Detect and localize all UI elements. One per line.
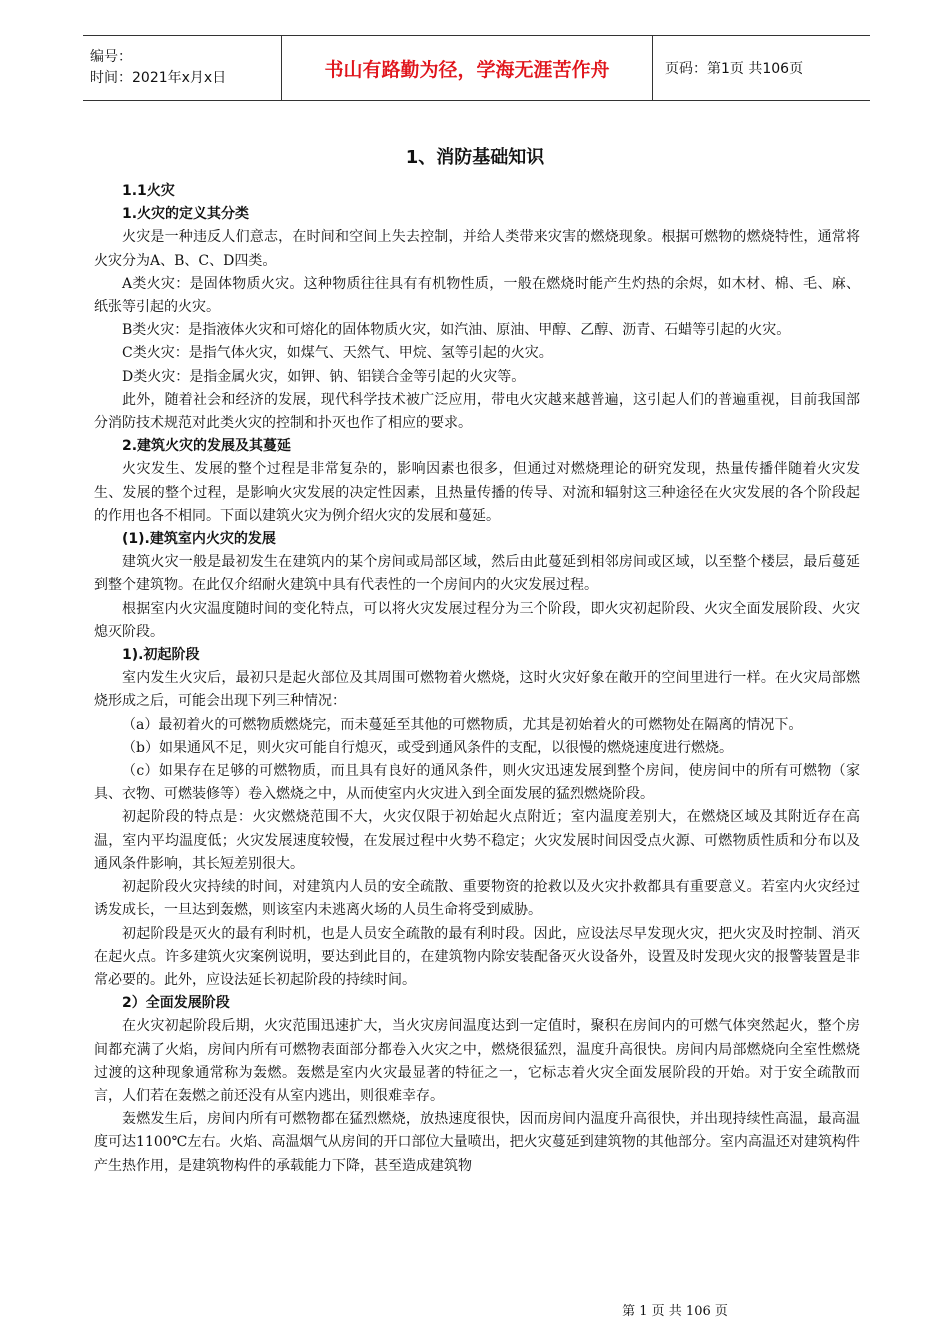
paragraph: 初起阶段火灾持续的时间，对建筑内人员的安全疏散、重要物资的抢救以及火灾扑救都具有重要意义。若室内火灾经过诱发成长，一旦达到轰燃，则该室内未逃离火场的人员生命将受到威胁。: [94, 879, 860, 919]
paragraph: 轰燃发生后，房间内所有可燃物都在猛烈燃烧，放热速度很快，因而房间内温度升高很快，并出现持续性高温，最高温度可达1100℃左右。火焰、高温烟气从房间的开口部位大量喷出，把火灾蔓延到建筑物的其他部分。室内高温还对建筑构件产生热作用，是建筑物构件的承载能力下降，甚至造成建筑物: [94, 1111, 860, 1174]
section-heading: 2.建筑火灾的发展及其蔓延: [122, 438, 292, 455]
paragraph: B类火灾：是指液体火灾和可熔化的固体物质火灾，如汽油、原油、甲醇、乙醇、沥青、石蜡等引起的火灾。: [122, 322, 791, 339]
header-left: [83, 36, 281, 100]
paragraph: （c）如果存在足够的可燃物质，而且具有良好的通风条件，则火灾迅速发展到整个房间，使房间中的所有可燃物（家具、衣物、可燃装修等）卷入燃烧之中，从而使室内火灾进入到全面发展的猛烈燃烧阶段。: [94, 763, 860, 803]
paragraph: 建筑火灾一般是最初发生在建筑内的某个房间或局部区域，然后由此蔓延到相邻房间或区域，以至整个楼层，最后蔓延到整个建筑物。在此仅介绍耐火建筑中具有代表性的一个房间内的火灾发展过程。: [94, 554, 860, 594]
section-heading: 1).初起阶段: [122, 647, 200, 664]
paragraph: A类火灾：是固体物质火灾。这种物质往往具有有机物性质，一般在燃烧时能产生灼热的余烬，如木材、棉、毛、麻、纸张等引起的火灾。: [94, 275, 860, 316]
footer-page-number: 第 1 页 共 106 页: [622, 1304, 728, 1319]
time-label: 时间：2021年x月x日: [90, 70, 227, 86]
section-heading: (1).建筑室内火灾的发展: [122, 531, 276, 548]
header-motto: 书山有路勤为径，学海无涯苦作舟: [281, 36, 653, 100]
paragraph: 室内发生火灾后，最初只是起火部位及其周围可燃物着火燃烧，这时火灾好象在敞开的空间里进行一样。在火灾局部燃烧形成之后，可能会出现下列三种情况：: [94, 670, 860, 710]
paragraph: 此外，随着社会和经济的发展，现代科学技术被广泛应用，带电火灾越来越普遍，这引起人们的普遍重视，目前我国部分消防技术规范对此类火灾的控制和扑灭也作了相应的要求。: [94, 391, 860, 432]
code-label: 编号：: [90, 49, 132, 65]
section-heading: 1.1火灾: [122, 183, 175, 199]
paragraph: （b）如果通风不足，则火灾可能自行熄灭，或受到通风条件的支配，以很慢的燃烧速度进行燃烧。: [122, 739, 733, 756]
paragraph: 初起阶段的特点是：火灾燃烧范围不大，火灾仅限于初始起火点附近；室内温度差别大，在燃烧区域及其附近存在高温，室内平均温度低；火灾发展速度较慢，在发展过程中火势不稳定；火灾发展时间因受点火源、可燃物质性质和分布以及通风条件影响，其长短差别很大。: [94, 809, 860, 872]
paragraph: 火灾发生、发展的整个过程是非常复杂的，影响因素也很多，但通过对燃烧理论的研究发现，热量传播伴随着火灾发生、发展的整个过程，是影响火灾发展的决定性因素，且热量传播的传导、对流和辐射这三种途径在火灾发展的各个阶段起的作用也各不相同。下面以建筑火灾为例介绍火灾的发展和蔓延。: [94, 461, 860, 524]
paragraph: （a）最初着火的可燃物质燃烧完，而未蔓延至其他的可燃物质，尤其是初始着火的可燃物处在隔离的情况下。: [122, 716, 803, 733]
header-page-info: 页码：第1页 共106页: [665, 61, 804, 77]
section-heading: 2）全面发展阶段: [122, 995, 230, 1012]
section-heading: 1.火灾的定义其分类: [122, 206, 250, 223]
page-header: [83, 35, 870, 101]
paragraph: 在火灾初起阶段后期，火灾范围迅速扩大，当火灾房间温度达到一定值时，聚积在房间内的可燃气体突然起火，整个房间都充满了火焰，房间内所有可燃物表面部分都卷入火灾之中，燃烧很猛烈，温度升高很快。房间内局部燃烧向全室性燃烧过渡的这种现象通常称为轰燃。轰燃是室内火灾最显著的特征之一，它标志着火灾全面发展阶段的开始。对于安全疏散而言，人们若在轰燃之前还没有从室内逃出，则很难幸存。: [94, 1018, 860, 1104]
paragraph: D类火灾：是指金属火灾，如钾、钠、铝镁合金等引起的火灾等。: [122, 368, 526, 385]
document-body: [94, 180, 860, 1178]
paragraph: 初起阶段是灭火的最有利时机，也是人员安全疏散的最有利时段。因此，应设法尽早发现火灾，把火灾及时控制、消灭在起火点。许多建筑火灾案例说明，要达到此目的，在建筑物内除安装配备灭火设备外，设置及时发现火灾的报警装置是非常必要的。此外，应设法延长初起阶段的持续时间。: [94, 925, 860, 988]
paragraph: C类火灾：是指气体火灾，如煤气、天然气、甲烷、氢等引起的火灾。: [122, 345, 553, 362]
paragraph: 根据室内火灾温度随时间的变化特点，可以将火灾发展过程分为三个阶段，即火灾初起阶段、火灾全面发展阶段、火灾熄灭阶段。: [94, 600, 860, 640]
page-footer: [0, 1300, 950, 1319]
document-title: 1、消防基础知识: [405, 147, 545, 168]
paragraph: 火灾是一种违反人们意志，在时间和空间上失去控制，并给人类带来灾害的燃烧现象。根据可燃物的燃烧特性，通常将火灾分为A、B、C、D四类。: [94, 229, 860, 269]
